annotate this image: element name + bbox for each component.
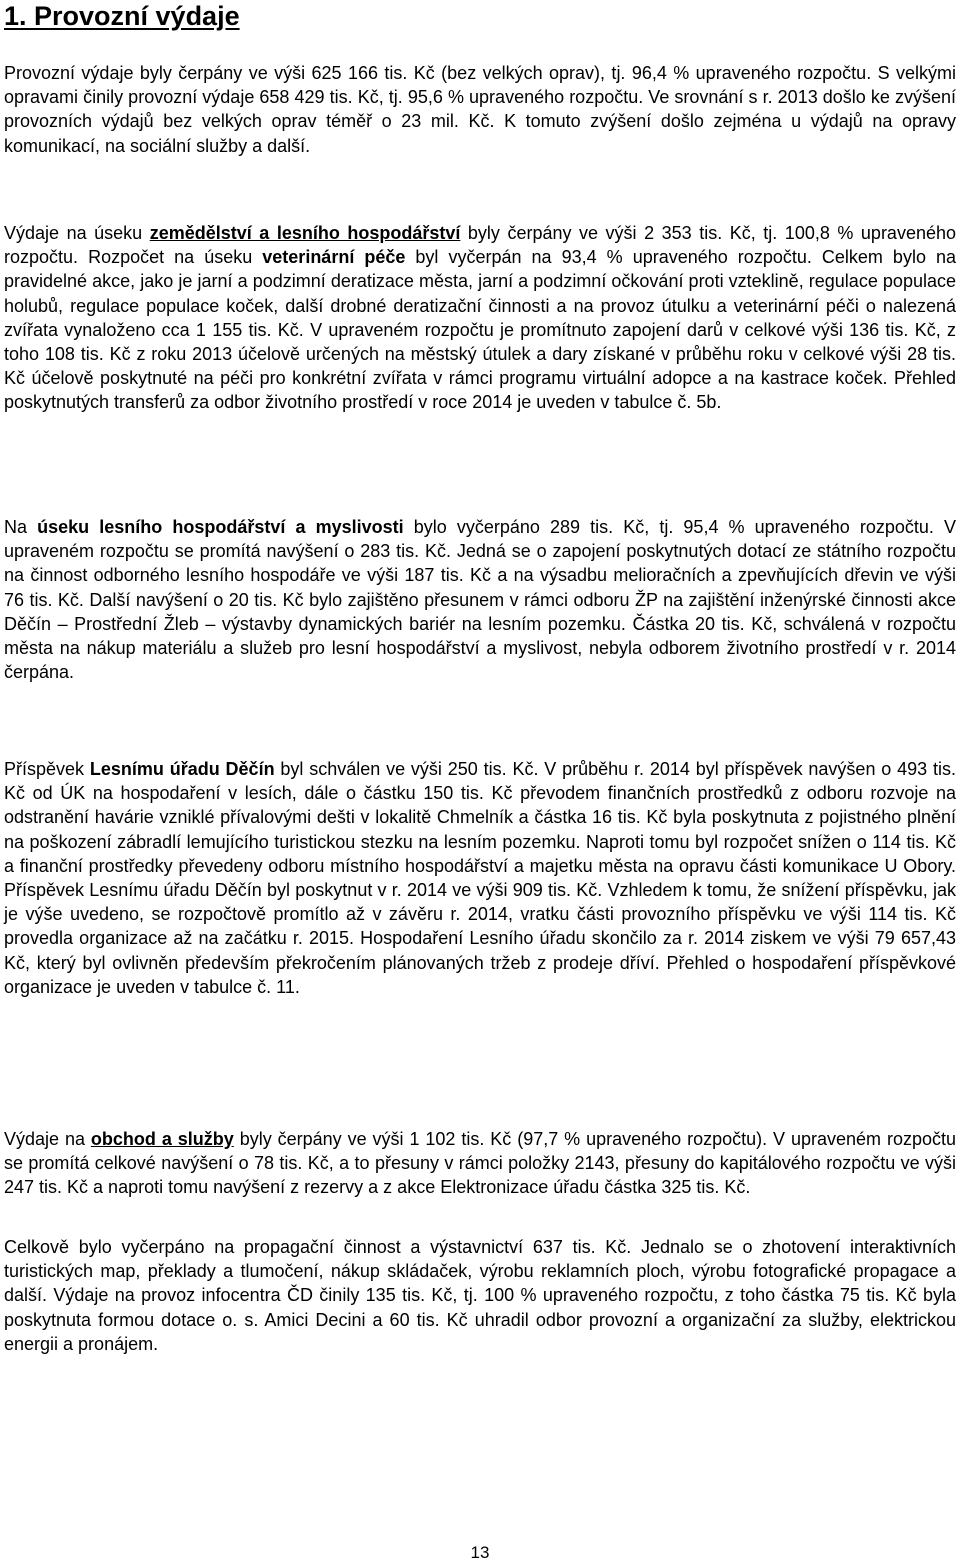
paragraph-forestry-hunting: [4, 515, 956, 684]
text-run: Provozní výdaje byly čerpány ve výši 625 166 tis. Kč (bez velkých oprav), tj. 96,4 % upraveného rozpočtu. S velkými opravami činily provozní výdaje 658 429 tis. Kč, tj. 95,6 % upraveného rozpočtu. Ve srovnání s r. 2013 došlo ke zvýšení provozních výdajů bez velkých oprav téměř o 23 mil. Kč. K tomuto zvýšení došlo zejména u výdajů na opravy komunikací, na sociální služby a další.: [4, 63, 956, 156]
paragraph-forest-office: [4, 757, 956, 999]
text-run: byly čerpány ve výši 1 102 tis. Kč (97,7 % upraveného rozpočtu). V upraveném rozpočtu se promítá celkové navýšení o 78 tis. Kč, a to přesuny v rámci položky 2143, přesuny do kapitálového rozpočtu ve výši 247 tis. Kč a naproti tomu navýšení z rezervy a z akce Elektronizace úřadu částka 325 tis. Kč.: [4, 1129, 956, 1198]
bold-underlined-text: obchod a služby: [90, 1129, 234, 1149]
paragraph-operating-expenses: [4, 61, 956, 158]
bold-text: úseku lesního hospodářství a myslivosti: [37, 517, 404, 537]
section-heading: 1. Provozní výdaje: [4, 1, 240, 31]
bold-text: Lesnímu úřadu Děčín: [89, 759, 275, 779]
paragraph-promotion: [4, 1235, 956, 1356]
text-run: Na: [4, 517, 38, 537]
text-run: bylo vyčerpáno 289 tis. Kč, tj. 95,4 % upraveného rozpočtu. V upraveném rozpočtu se promítá navýšení o 283 tis. Kč. Jedná se o zapojení poskytnutých dotací ze státního rozpočtu na činnost odborného lesního hospodáře ve výši 187 tis. Kč a na výsadbu melioračních a zpevňujících dřevin ve výši 76 tis. Kč. Další navýšení o 20 tis. Kč bylo zajištěno přesunem v rámci odboru ŽP na zajištění inženýrské činnosti akce Děčín – Prostřední Žleb – výstavby dynamických bariér na lesním pozemku. Částka 20 tis. Kč, schválená v rozpočtu města na nákup materiálu a služeb pro lesní hospodářství a myslivost, nebyla odborem životního prostředí v r. 2014 čerpána.: [4, 517, 956, 683]
paragraph-trade-services: [4, 1127, 956, 1200]
paragraph-agriculture-forestry: [4, 221, 956, 415]
text-run: Výdaje na: [4, 1129, 91, 1149]
text-run: byl vyčerpán na 93,4 % upraveného rozpočtu. Celkem bylo na pravidelné akce, jako je jarní a podzimní deratizace města, jarní a podzimní očkování proti vzteklině, regulace populace holubů, regulace populace koček, další drobné deratizační činnosti a na provoz útulku a veterinární péči o nalezená zvířata vynaloženo cca 1 155 tis. Kč. V upraveném rozpočtu je promítnuto zapojení darů v celkové výši 136 tis. Kč, z toho 108 tis. Kč z roku 2013 účelově určených na městský útulek a dary získané v průběhu roku v celkové výši 28 tis. Kč účelově poskytnuté na péči pro konkrétní zvířata v rámci programu virtuální adopce a na kastrace koček. Přehled poskytnutých transferů za odbor životního prostředí v roce 2014 je uveden v tabulce č. 5b.: [4, 247, 957, 413]
text-run: byl schválen ve výši 250 tis. Kč. V průběhu r. 2014 byl příspěvek navýšen o 493 tis. Kč od ÚK na hospodaření v lesích, dále o částku 150 tis. Kč převodem finančních prostředků z odboru rozvoje na odstranění havárie vzniklé přívalovými dešti v lokalitě Chmelník a částka 16 tis. Kč byla poskytnuta z pojistného plnění na poškození zábradlí lemujícího turistickou stezku na lesním pozemku. Naproti tomu byl rozpočet snížen o 114 tis. Kč a finanční prostředky převedeny odboru místního hospodářství a majetku města na opravu části komunikace U Obory. Příspěvek Lesnímu úřadu Děčín byl poskytnut v r. 2014 ve výši 909 tis. Kč. Vzhledem k tomu, že snížení příspěvku, jak je výše uvedeno, se rozpočtově promítlo až v závěru r. 2014, vratku části provozního příspěvku ve výši 114 tis. Kč provedla organizace až na začátku r. 2015. Hospodaření Lesního úřadu skončilo za r. 2014 ziskem ve výši 79 657,43 Kč, který byl ovlivněn především překročením plánovaných tržeb z prodeje dříví. Přehled o hospodaření příspěvkové organizace je uveden v tabulce č. 11.: [4, 759, 956, 997]
text-run: Celkově bylo vyčerpáno na propagační činnost a výstavnictví 637 tis. Kč. Jednalo se o zhotovení interaktivních turistických map, překlady a tlumočení, nákup skládaček, výrobu reklamních ploch, výrobu fotografické propagace a další. Výdaje na provoz infocentra ČD činily 135 tis. Kč, tj. 100 % upraveného rozpočtu, z toho částka 75 tis. Kč byla poskytnuta formou dotace o. s. Amici Decini a 60 tis. Kč uhradil odbor provozní a organizační za služby, elektrickou energii a pronájem.: [4, 1237, 956, 1354]
page-number: 13: [470, 1543, 490, 1562]
text-run: Příspěvek: [4, 759, 90, 779]
bold-text: veterinární péče: [262, 247, 406, 268]
text-run: Výdaje na úseku: [4, 223, 150, 243]
text-run: byly čerpány ve výši 2 353 tis. Kč, tj. 100,8 % upraveného rozpočtu. Rozpočet na úseku: [4, 223, 956, 268]
bold-underlined-text: zemědělství a lesního hospodářství: [149, 223, 461, 243]
